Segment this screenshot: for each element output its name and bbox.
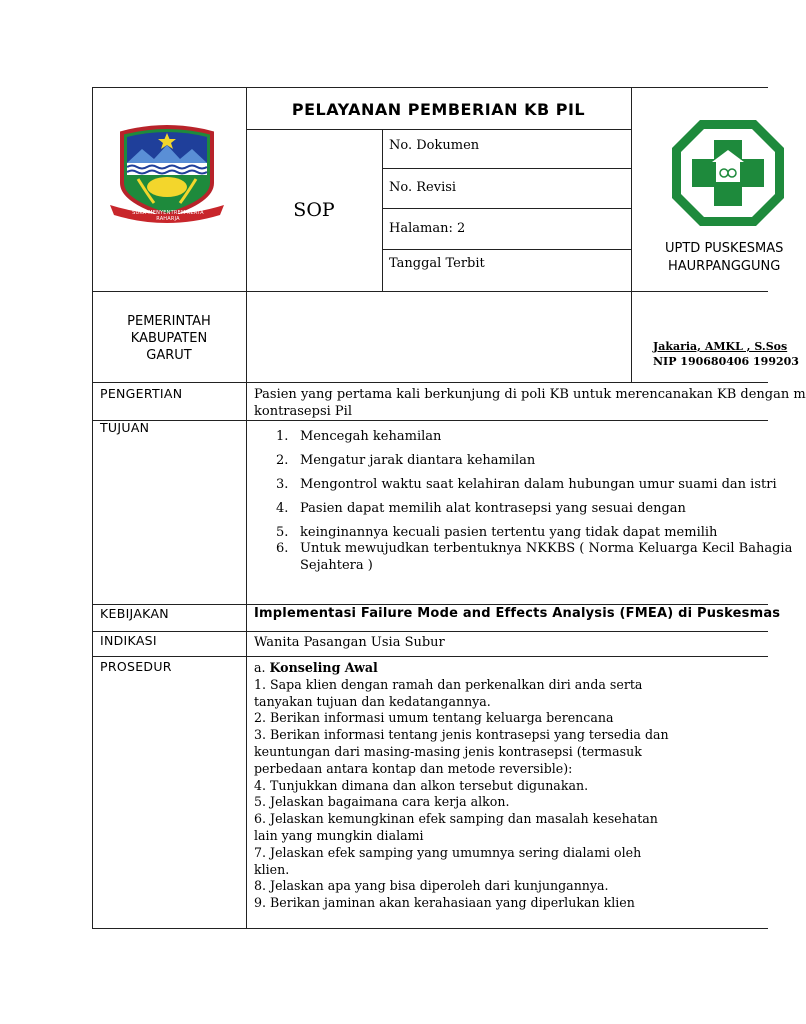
rule <box>246 129 631 130</box>
list-number: 5. <box>276 525 289 540</box>
list-number: 1. <box>276 429 289 444</box>
rule <box>92 420 768 421</box>
kebijakan-text: Implementasi Failure Mode and Effects Analysis (FMEA) di Puskesmas <box>254 606 781 621</box>
list-text: Untuk mewujudkan terbentuknya NKKBS ( Norma Keluarga Kecil Bahagia <box>300 541 793 556</box>
rule <box>92 382 768 383</box>
prosedur-line: 1. Sapa klien dengan ramah dan perkenalkan diri anda serta <box>254 676 643 692</box>
list-text: Sejahtera ) <box>300 558 373 573</box>
pengertian-line1: Pasien yang pertama kali berkunjung di poli KB untuk merencanakan KB dengan m <box>254 387 806 402</box>
rule <box>382 168 631 169</box>
field-no-revisi: No. Revisi <box>389 180 457 195</box>
signer-nip: NIP 190680406 199203 <box>653 355 799 368</box>
prosedur-line: 6. Jelaskan kemungkinan efek samping dan masalah kesehatan <box>254 811 658 827</box>
label-indikasi: INDIKASI <box>100 633 157 648</box>
label-pengertian: PENGERTIAN <box>100 386 183 401</box>
label-tujuan: TUJUAN <box>100 420 150 435</box>
heading-text: Konseling Awal <box>269 660 378 675</box>
list-text: Pasien dapat memilih alat kontrasepsi yang sesuai dengan <box>300 501 686 516</box>
emblem-motto: SUKA MENYENTREM KERTA RAHARJA <box>132 210 204 222</box>
label-kebijakan: KEBIJAKAN <box>100 606 169 621</box>
heading-prefix: a. <box>254 660 270 675</box>
list-text: Mengatur jarak diantara kehamilan <box>300 453 536 468</box>
field-no-dokumen: No. Dokumen <box>389 138 480 153</box>
sop-label: SOP <box>293 199 335 221</box>
rule <box>92 656 768 657</box>
government-name <box>92 313 246 364</box>
prosedur-line: lain yang mungkin dialami <box>254 827 424 843</box>
list-number: 2. <box>276 453 289 468</box>
institution-name-line1: UPTD PUSKESMAS <box>665 241 784 256</box>
rule <box>631 87 632 382</box>
document-title: PELAYANAN PEMBERIAN KB PIL <box>291 100 586 119</box>
list-text: Mencegah kehamilan <box>300 429 442 444</box>
list-text: keinginannya kecuali pasien tertentu yang tidak dapat memilih <box>300 525 718 540</box>
field-tanggal-terbit: Tanggal Terbit <box>389 256 485 271</box>
rule <box>92 604 768 605</box>
prosedur-line: keuntungan dari masing-masing jenis kontrasepsi (termasuk <box>254 743 642 759</box>
prosedur-text <box>254 660 669 912</box>
prosedur-line: 7. Jelaskan efek samping yang umumnya sering dialami oleh <box>254 844 642 860</box>
government-line3: GARUT <box>146 348 192 363</box>
rule <box>92 928 768 929</box>
list-number: 6. <box>276 541 289 556</box>
government-line2: KABUPATEN <box>130 331 208 346</box>
rule <box>382 249 631 250</box>
tujuan-list <box>276 429 793 599</box>
pengertian-line2: kontrasepsi Pil <box>254 404 352 419</box>
prosedur-heading <box>254 660 669 677</box>
prosedur-line: 5. Jelaskan bagaimana cara kerja alkon. <box>254 794 510 810</box>
rule <box>92 87 93 929</box>
rule <box>382 129 383 291</box>
prosedur-line: 2. Berikan informasi umum tentang keluarga berencana <box>254 710 614 726</box>
prosedur-line: perbedaan antara kontap dan metode reversible): <box>254 760 573 776</box>
prosedur-line: 8. Jelaskan apa yang bisa diperoleh dari kunjungannya. <box>254 878 609 894</box>
label-prosedur: PROSEDUR <box>100 659 172 674</box>
indikasi-text: Wanita Pasangan Usia Subur <box>254 635 445 650</box>
field-halaman: Halaman: 2 <box>389 221 466 236</box>
pengertian-text <box>254 386 806 420</box>
prosedur-line: tanyakan tujuan dan kedatangannya. <box>254 693 491 709</box>
rule <box>92 87 768 88</box>
rule <box>92 291 768 292</box>
rule <box>92 631 768 632</box>
institution-name-line2: HAURPANGGUNG <box>668 259 781 274</box>
prosedur-line: 3. Berikan informasi tentang jenis kontrasepsi yang tersedia dan <box>254 727 669 743</box>
list-text: Mengontrol waktu saat kelahiran dalam hubungan umur suami dan istri <box>300 477 777 492</box>
rule <box>382 208 631 209</box>
government-line1: PEMERINTAH <box>127 314 211 329</box>
prosedur-line: 9. Berikan jaminan akan kerahasiaan yang diperlukan klien <box>254 895 635 911</box>
puskesmas-cross-logo-icon <box>668 116 768 230</box>
prosedur-line: 4. Tunjukkan dimana dan alkon tersebut digunakan. <box>254 777 589 793</box>
signer-name: Jakaria, AMKL , S.Sos <box>653 340 788 353</box>
prosedur-line: klien. <box>254 861 290 877</box>
list-number: 3. <box>276 477 289 492</box>
list-number: 4. <box>276 501 289 516</box>
